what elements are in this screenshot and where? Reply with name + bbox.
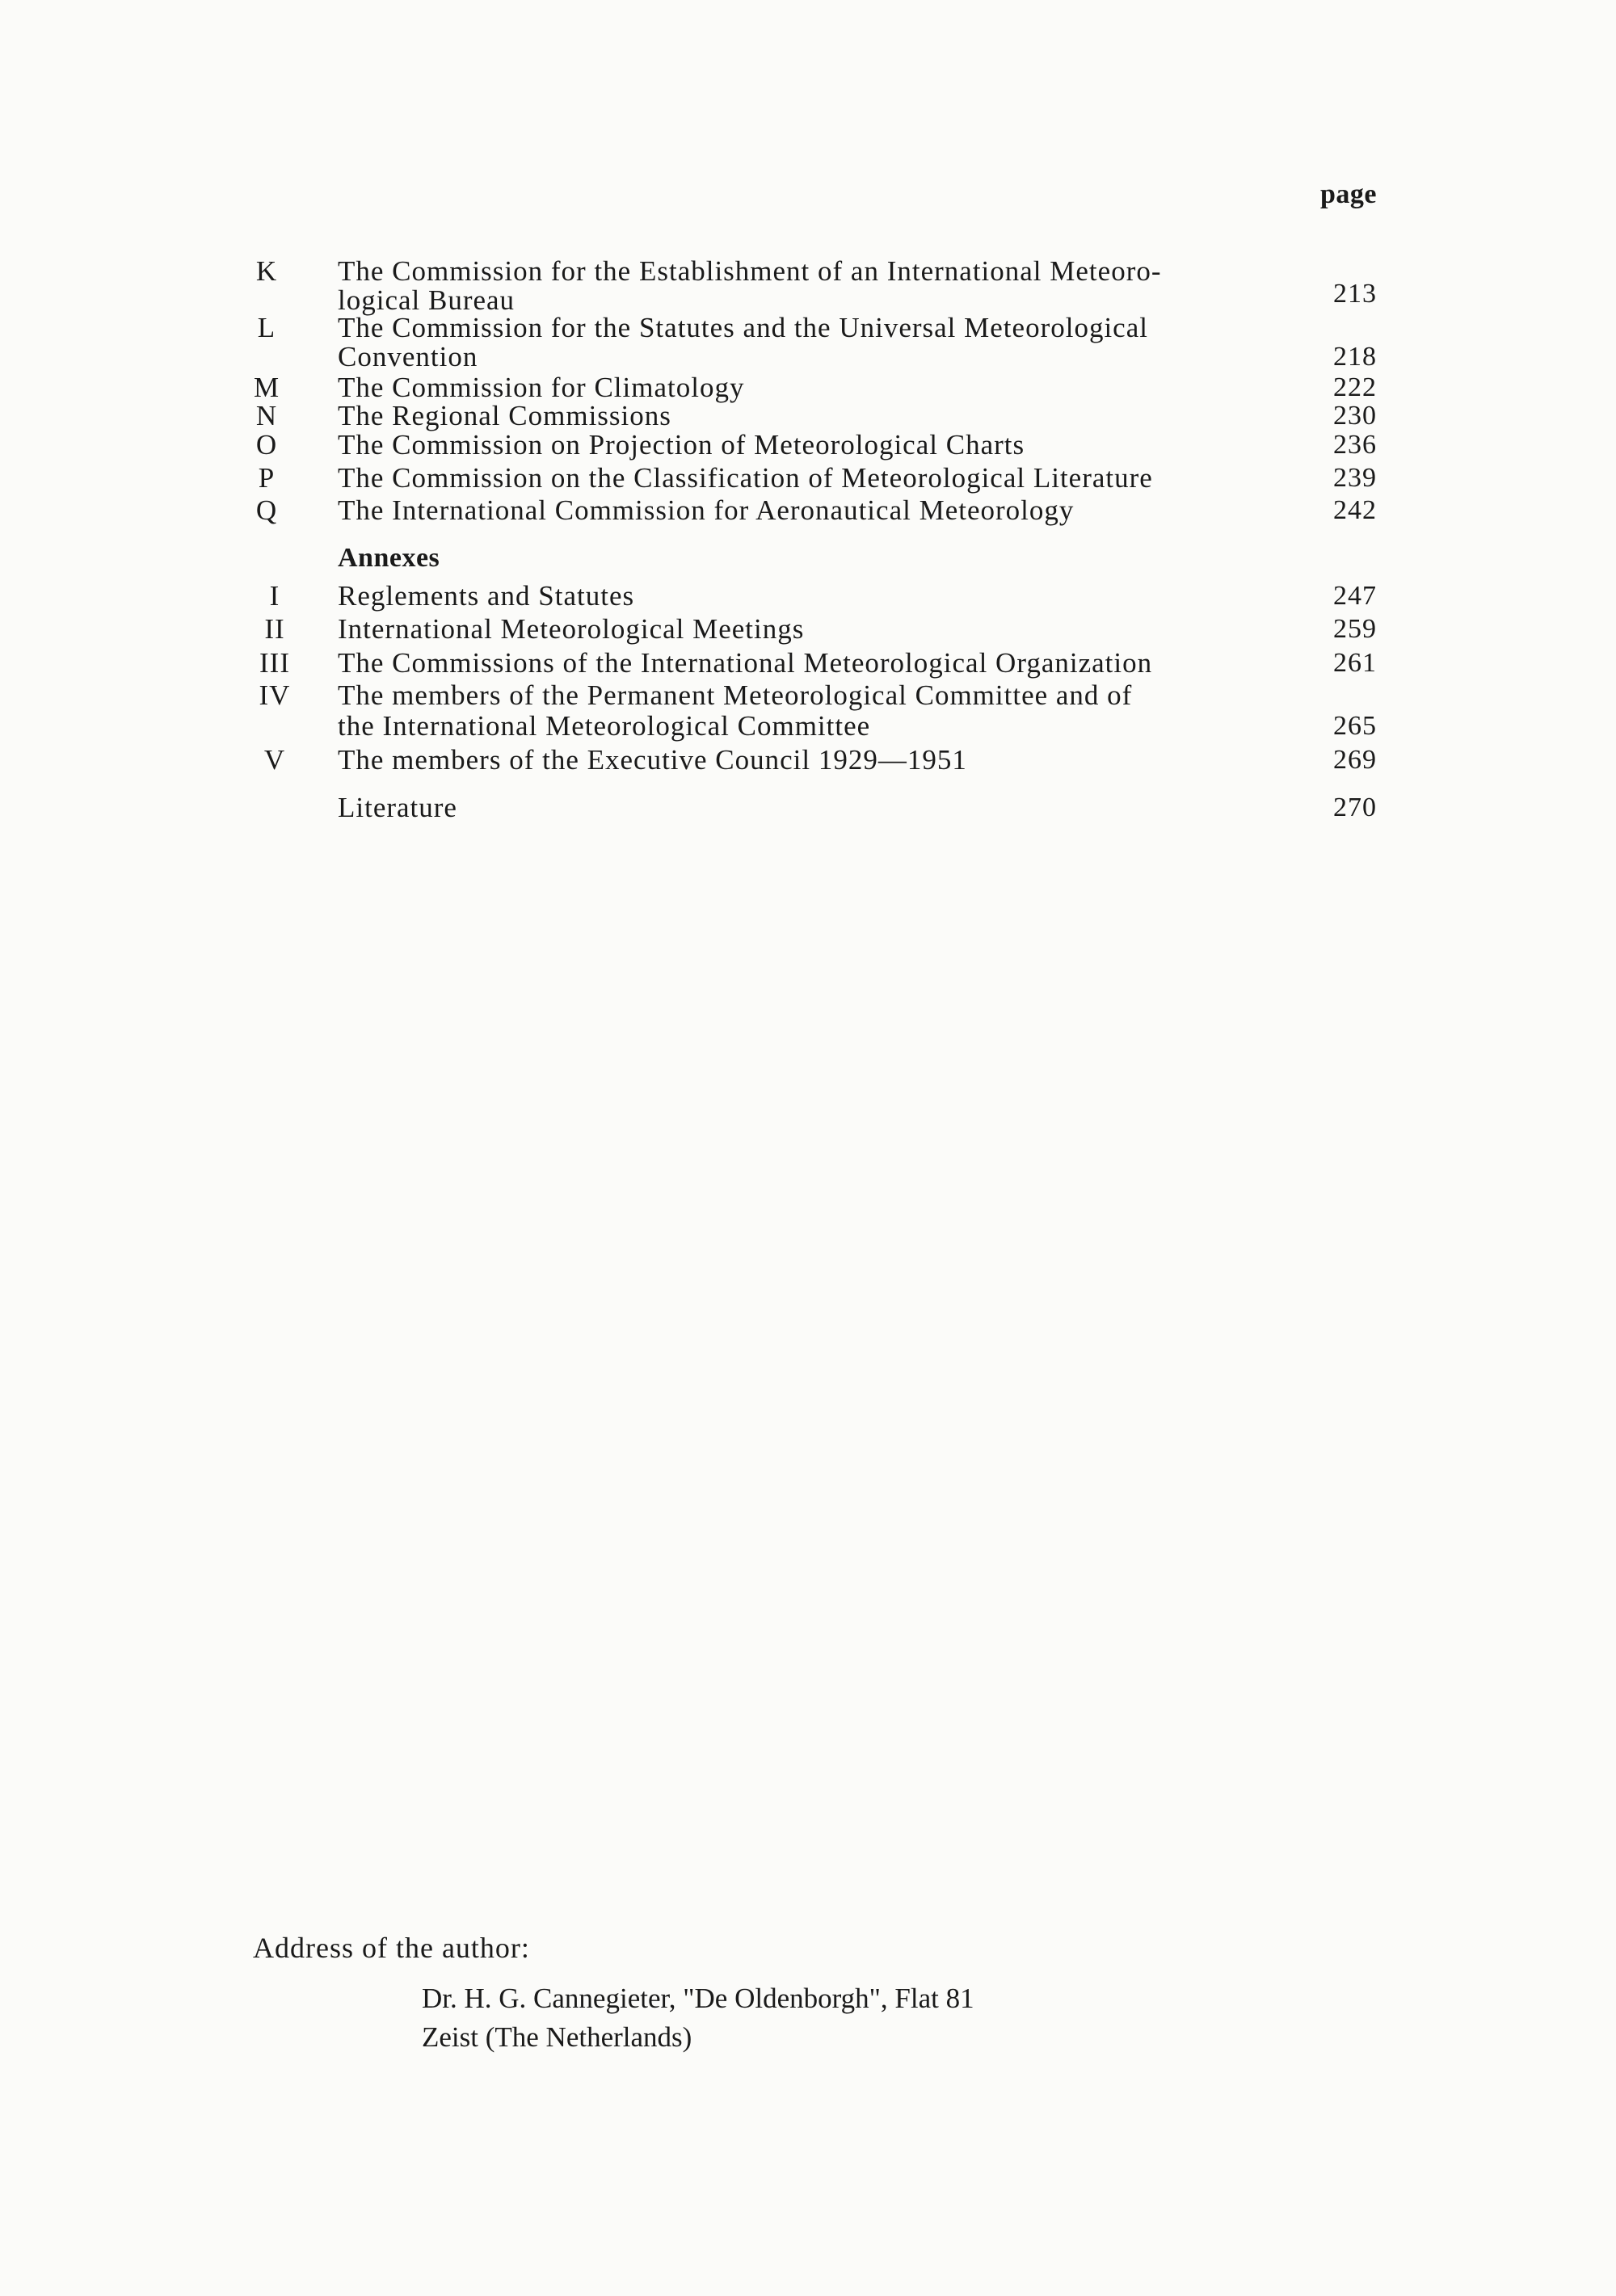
address-line-2: Zeist (The Netherlands): [422, 2021, 692, 2053]
toc-entry-title-line-2: logical Bureau: [338, 284, 516, 316]
annex-entry-numeral: I: [269, 580, 280, 612]
annexes-heading: Annexes: [338, 543, 440, 573]
annex-entry-page: 269: [1333, 745, 1377, 775]
toc-entry-title: The International Commission for Aeronautical Meteorology: [338, 494, 1075, 526]
toc-entry-title: The Commission on Projection of Meteorological Charts: [338, 429, 1025, 460]
annex-entry-numeral: III: [259, 647, 290, 679]
toc-entry-title: The Regional Commissions: [338, 400, 671, 431]
toc-entry-page: 222: [1333, 372, 1377, 402]
annex-entry-numeral: V: [263, 744, 286, 776]
page-column-header: page: [1320, 179, 1377, 209]
annex-entry-title: International Meteorological Meetings: [338, 613, 805, 645]
annex-entry-page: 261: [1333, 648, 1377, 678]
toc-entry-page: 239: [1333, 463, 1377, 493]
annex-entry-numeral: IV: [259, 679, 291, 711]
annex-entry-title: Reglements and Statutes: [338, 580, 635, 612]
toc-entry-letter: M: [253, 372, 280, 403]
toc-entry-page: 230: [1333, 401, 1377, 431]
address-line-1: Dr. H. G. Cannegieter, "De Oldenborgh", Flat 81: [422, 1983, 974, 2014]
annex-entry-title-line-2: the International Meteorological Committee: [338, 710, 871, 742]
toc-entry-letter: N: [255, 400, 278, 431]
annex-entry-numeral: II: [264, 613, 285, 645]
toc-entry-letter: K: [255, 255, 278, 287]
literature-title: Literature: [338, 792, 457, 823]
annex-entry-title: The members of the Executive Council 1929—1951: [338, 744, 967, 776]
annex-entry-page: 247: [1333, 581, 1377, 611]
annex-entry-title-line-1: The members of the Permanent Meteorological Committee and of: [338, 679, 1133, 711]
toc-entry-page: 242: [1333, 495, 1377, 525]
annex-entry-page: 265: [1333, 711, 1377, 741]
toc-entry-title-line-2: Convention: [338, 341, 478, 372]
annex-entry-page: 259: [1333, 614, 1377, 644]
toc-entry-page: 218: [1333, 342, 1377, 372]
toc-entry-title: The Commission for Climatology: [338, 372, 745, 403]
toc-entry-letter: O: [255, 429, 278, 460]
toc-entry-title-line-1: The Commission for the Statutes and the Universal Meteorological: [338, 312, 1148, 343]
address-label: Address of the author:: [253, 1932, 530, 1964]
toc-entry-title-line-1: The Commission for the Establishment of an International Meteoro-: [338, 255, 1162, 287]
toc-entry-letter: P: [258, 462, 276, 494]
annex-entry-title: The Commissions of the International Meteorological Organization: [338, 647, 1153, 679]
toc-entry-page: 236: [1333, 430, 1377, 460]
toc-entry-title: The Commission on the Classification of Meteorological Literature: [338, 462, 1153, 494]
toc-entry-letter: L: [257, 312, 276, 343]
toc-entry-letter: Q: [255, 494, 278, 526]
literature-page: 270: [1333, 793, 1377, 822]
author-address: [422, 1979, 974, 2057]
toc-entry-page: 213: [1333, 279, 1377, 309]
